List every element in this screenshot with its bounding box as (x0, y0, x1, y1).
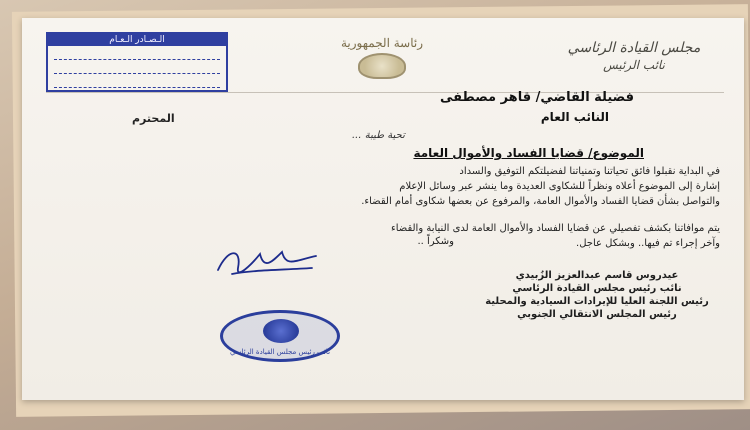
signatory-name: عيدروس قاسم عبدالعزيز الزُبيدي (515, 270, 679, 281)
body-line: وآخر إجراء تم فيها.. وبشكل عاجل. (576, 238, 720, 249)
greeting: تحية طيبة ... (352, 130, 405, 141)
body-line: والتواصل بشأن قضايا الفساد والأموال العامة، والمرفوع عن بعضها شكاوى أمام القضاء. (361, 196, 720, 207)
outgoing-stamp-box (46, 32, 228, 92)
letterhead-office: نائب الرئيس (603, 58, 665, 72)
body-line: في البداية نقبلوا فائق تحياتنا وتمنياتنا لفضيلتكم التوفيق والسداد (459, 166, 720, 177)
handwritten-signature (212, 240, 322, 286)
stamp-row (54, 49, 220, 60)
seal-emblem-icon (263, 319, 299, 343)
signatory-title: رئيس المجلس الانتقالي الجنوبي (517, 309, 677, 320)
stamp-box-header: الـصـادر الـعـام (48, 34, 226, 46)
stamp-row (54, 63, 220, 74)
addressee-title: النائب العام (540, 110, 609, 124)
emblem-title: رئاسة الجمهورية (340, 36, 424, 50)
letter-body (88, 164, 720, 251)
body-line: يتم موافاتنا بكشف تفصيلي عن قضايا الفساد والأموال العامة لدى النيابة والقضاء (391, 223, 720, 234)
subject-line: الموضوع/ قضايا الفساد والأموال العامة (413, 146, 644, 160)
honorific: المحترم (132, 112, 175, 125)
body-line: إشارة إلى الموضوع أعلاه ونظراً للشكاوى العديدة وما ينشر عبر وسائل الإعلام (399, 181, 720, 192)
stamp-row (54, 77, 220, 88)
signatory-title: رئيس اللجنة العليا للإيرادات السيادية والمحلية (485, 296, 709, 307)
signatory-block (482, 269, 712, 321)
state-emblem (332, 36, 432, 82)
addressee-name: فضيلة القاضي/ قاهر مصطفى (440, 90, 634, 105)
closing-thanks: وشكراً .. (417, 236, 454, 247)
letter-page (22, 18, 744, 400)
official-seal (220, 310, 340, 362)
letterhead-council: مجلس القيادة الرئاسي (567, 40, 701, 56)
seal-text: نائب رئيس مجلس القيادة الرئاسي (229, 348, 331, 356)
addressee-block (440, 90, 634, 124)
letterhead (544, 40, 724, 72)
signatory-title: نائب رئيس مجلس القيادة الرئاسي (512, 283, 682, 294)
eagle-emblem-icon (358, 53, 406, 79)
